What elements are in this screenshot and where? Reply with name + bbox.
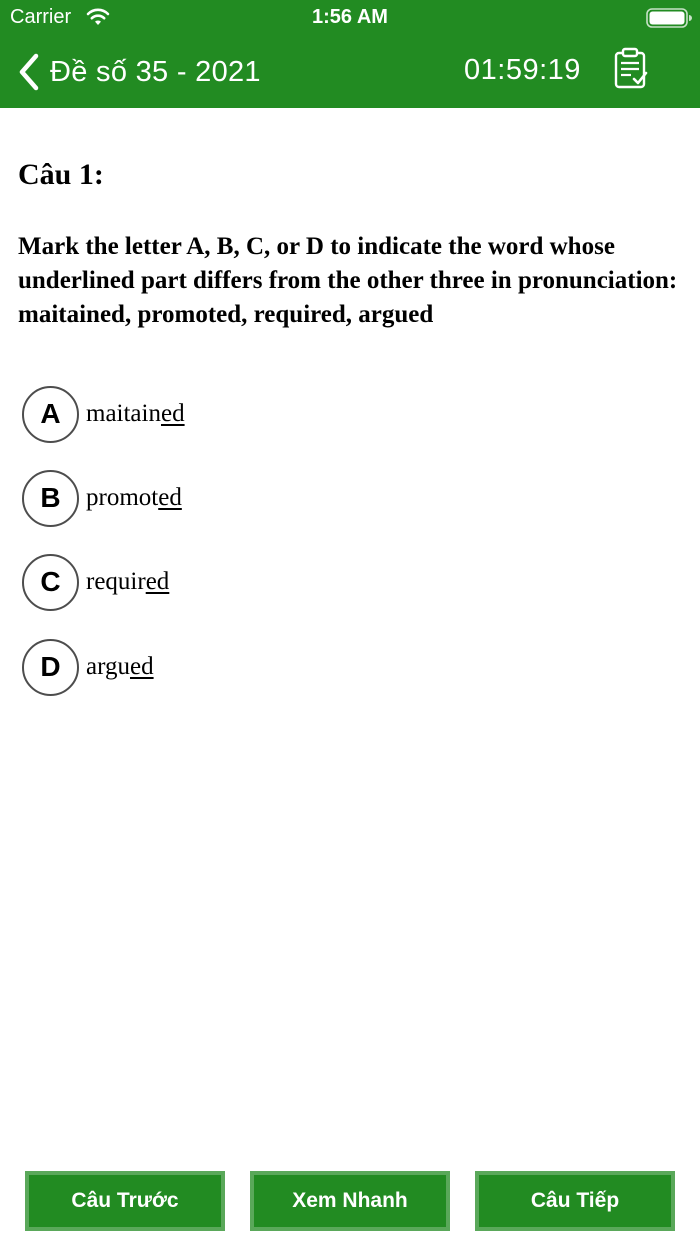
battery-icon xyxy=(646,8,692,28)
option-b-text xyxy=(86,484,182,512)
option-b-underlined: ed xyxy=(158,484,182,511)
question-text: Mark the letter A, B, C, or D to indicate the word whose underlined part differs from the other three in pronunciation: maitained, promoted, required, argued xyxy=(18,233,678,328)
page-title: Đề số 35 - 2021 xyxy=(50,55,261,88)
clipboard-check-icon xyxy=(608,46,656,94)
countdown-timer: 01:59:19 xyxy=(464,54,581,86)
option-d[interactable] xyxy=(22,637,154,697)
header-bar xyxy=(0,0,700,108)
back-button[interactable] xyxy=(16,50,261,94)
option-a-stem: maitain xyxy=(86,400,161,427)
status-time: 1:56 AM xyxy=(312,6,388,28)
option-a-text xyxy=(86,400,185,428)
option-c-text xyxy=(86,568,169,596)
option-d-underlined: ed xyxy=(129,653,154,680)
quick-view-button[interactable]: Xem Nhanh xyxy=(250,1171,450,1231)
review-answers-button[interactable] xyxy=(608,46,656,94)
carrier-label: Carrier xyxy=(10,6,72,28)
option-a[interactable] xyxy=(22,384,185,444)
nav-bar xyxy=(0,36,700,108)
status-bar xyxy=(0,0,700,36)
option-c-letter: C xyxy=(22,554,79,611)
option-d-letter: D xyxy=(22,639,79,696)
option-b[interactable] xyxy=(22,468,182,528)
option-c[interactable] xyxy=(22,552,169,612)
chevron-left-icon xyxy=(16,52,42,92)
question-number: Câu 1: xyxy=(18,158,104,191)
option-b-letter: B xyxy=(22,470,79,527)
option-c-underlined: ed xyxy=(145,568,170,595)
option-c-stem: requir xyxy=(86,568,146,595)
option-d-text xyxy=(86,653,154,681)
option-b-stem: promot xyxy=(86,484,159,511)
option-a-underlined: ed xyxy=(160,400,185,427)
option-a-letter: A xyxy=(22,386,79,443)
next-question-button[interactable]: Câu Tiếp xyxy=(475,1171,675,1231)
option-d-stem: argu xyxy=(86,653,130,680)
previous-question-button[interactable]: Câu Trước xyxy=(25,1171,225,1231)
